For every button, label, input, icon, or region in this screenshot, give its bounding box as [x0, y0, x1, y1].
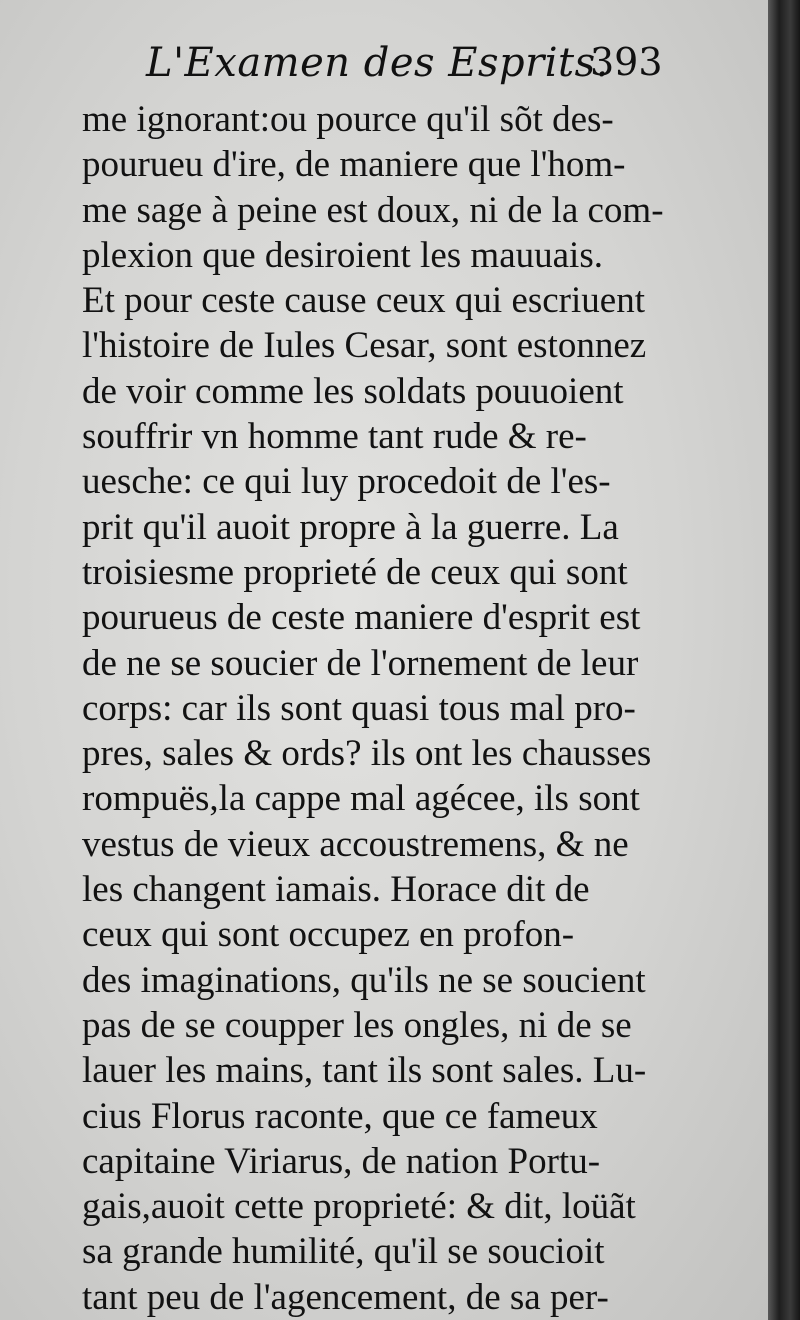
- text-line: capitaine Viriarus, de nation Portu-: [82, 1140, 601, 1182]
- text-line: souffrir vn homme tant rude & re-: [82, 416, 587, 458]
- text-line: me ignorant:ou pource qu'il sõt des-: [82, 99, 614, 140]
- text-line: sa grande humilité, qu'il se soucioit: [82, 1231, 605, 1273]
- text-line: me sage à peine est doux, ni de la com-: [82, 189, 664, 231]
- text-line: cius Florus raconte, que ce fameux: [82, 1095, 598, 1137]
- text-line: pas de se coupper les ongles, ni de se: [82, 1004, 632, 1046]
- text-line: pourueus de ceste maniere d'esprit est: [82, 597, 641, 639]
- body-text: [82, 97, 682, 1320]
- text-line: plexion que desiroient les mauuais.: [82, 234, 603, 276]
- text-line: ceux qui sont occupez en profon-: [82, 914, 575, 956]
- text-line: rompuës,la cappe mal agécee, ils sont: [82, 778, 640, 820]
- text-line: gais,auoit cette proprieté: & dit, loüãt: [82, 1186, 636, 1228]
- text-line: lauer les mains, tant ils sont sales. Lu-: [82, 1050, 647, 1092]
- running-head: [0, 40, 768, 100]
- text-line: les changent iamais. Horace dit de: [82, 869, 590, 911]
- text-line: Et pour ceste cause ceux qui escriuent: [82, 280, 645, 322]
- text-line: pres, sales & ords? ils ont les chausses: [82, 733, 652, 775]
- text-line: l'histoire de Iules Cesar, sont estonnez: [82, 325, 647, 367]
- text-line: de voir comme les soldats pouuoient: [82, 370, 624, 412]
- text-line: des imaginations, qu'ils ne se soucient: [82, 959, 646, 1001]
- text-line: de ne se soucier de l'ornement de leur: [82, 642, 639, 684]
- running-title: L'Examen des Esprits.: [146, 40, 609, 86]
- text-line: tant peu de l'agencement, de sa per-: [82, 1276, 609, 1318]
- text-line: corps: car ils sont quasi tous mal pro-: [82, 687, 636, 729]
- text-line: uesche: ce qui luy procedoit de l'es-: [82, 461, 611, 503]
- text-line: prit qu'il auoit propre à la guerre. La: [82, 506, 619, 548]
- book-edge: [768, 0, 800, 1320]
- text-line: vestus de vieux accoustremens, & ne: [82, 823, 629, 865]
- text-line: troisiesme proprieté de ceux qui sont: [82, 551, 628, 593]
- page-number: 393: [590, 40, 663, 84]
- text-line: pourueu d'ire, de maniere que l'hom-: [82, 144, 626, 186]
